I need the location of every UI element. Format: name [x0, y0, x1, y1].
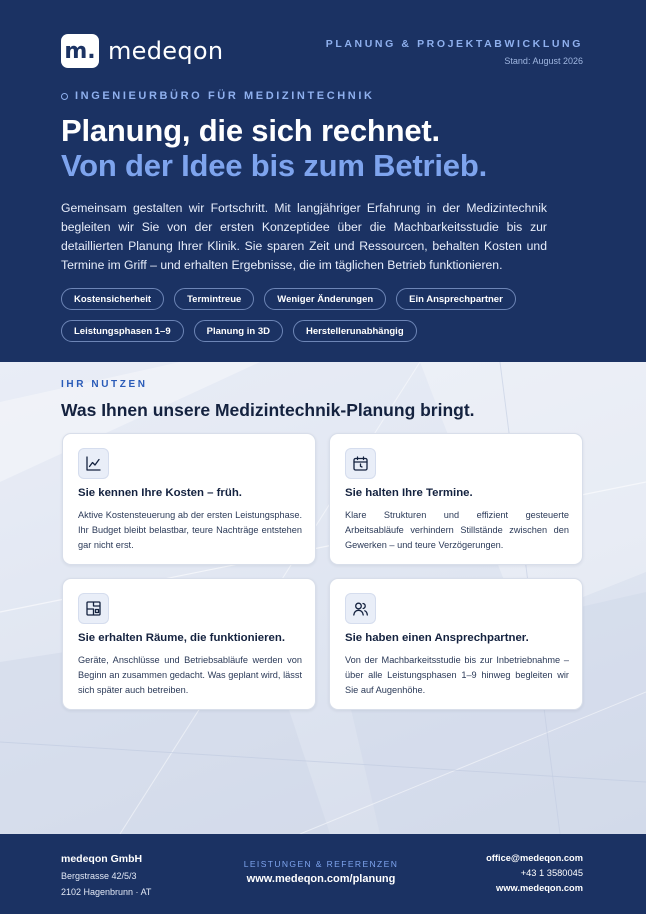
footer-address — [61, 853, 151, 897]
chart-trend-icon — [78, 448, 109, 479]
hero-headline: Planung, die sich rechnet. — [61, 113, 440, 148]
benefit-card-ansprechpartner — [329, 578, 583, 710]
footer-services-link[interactable]: www.medeqon.com/planung — [246, 873, 396, 885]
footer-street: Bergstrasse 42/5/3 — [61, 871, 137, 881]
pill-planung-3d: Planung in 3D — [194, 320, 283, 342]
logo-mark: m. — [61, 34, 99, 68]
users-icon — [345, 593, 376, 624]
benefit-card-kosten — [62, 433, 316, 565]
header-meta — [326, 38, 583, 66]
benefit-card-termine — [329, 433, 583, 565]
benefit-card-text: Von der Machbarkeitsstudie bis zur Inbetriebnahme – über alle Leistungsphasen 1–9 hinweg begleiten wir Sie auf Augenhöhe. — [345, 655, 569, 695]
footer — [0, 834, 646, 914]
benefit-card-title: Sie halten Ihre Termine. — [345, 487, 473, 499]
pill-kostensicherheit: Kostensicherheit — [61, 288, 164, 310]
ring-bullet-icon — [61, 93, 68, 100]
footer-company: medeqon GmbH — [61, 853, 143, 865]
pill-termintreue: Termintreue — [174, 288, 254, 310]
pill-leistungsphasen: Leistungsphasen 1–9 — [61, 320, 184, 342]
benefit-card-title: Sie kennen Ihre Kosten – früh. — [78, 487, 242, 499]
benefit-card-text: Klare Strukturen und effizient gesteuerte Arbeitsabläufe verhindern Stillstände zwischen den Gewerken – und teure Verzögerungen. — [345, 510, 569, 550]
footer-services — [190, 859, 452, 885]
feature-pills — [61, 288, 581, 352]
hero-section — [0, 0, 646, 362]
footer-phone[interactable]: +43 1 3580045 — [520, 868, 583, 878]
calendar-clock-icon — [345, 448, 376, 479]
hero-eyebrow-text: INGENIEURBÜRO FÜR MEDIZINTECHNIK — [75, 90, 375, 102]
pill-ein-ansprechpartner: Ein Ansprechpartner — [396, 288, 516, 310]
benefit-card-title: Sie haben einen Ansprechpartner. — [345, 632, 529, 644]
benefits-eyebrow: IHR NUTZEN — [61, 379, 148, 390]
footer-services-kicker: LEISTUNGEN & REFERENZEN — [243, 859, 399, 869]
brand-logo[interactable] — [61, 34, 223, 68]
footer-website-link[interactable]: www.medeqon.com — [496, 883, 583, 893]
floorplan-icon — [78, 593, 109, 624]
benefit-card-text: Aktive Kostensteuerung ab der ersten Leistungsphase. Ihr Budget bleibt belastbar, teure Nachträge entstehen gar nicht erst. — [78, 510, 302, 550]
hero-intro: Gemeinsam gestalten wir Fortschritt. Mit langjähriger Erfahrung in der Medizintechnik begleiten wir Sie von der ersten Konzeptidee über die Machbarkeitsstudie bis zur detaillierten Planung Ihrer Klinik. Sie sparen Zeit und Ressourcen, behalten Kosten und Termine im Griff – und erhalten Ergebnisse, die im täglichen Betrieb funktionieren. — [61, 201, 547, 272]
footer-contact — [486, 853, 583, 898]
footer-city: 2102 Hagenbrunn · AT — [61, 887, 152, 897]
hero-eyebrow — [61, 90, 375, 102]
header-kicker: PLANUNG & PROJEKTABWICKLUNG — [325, 38, 583, 50]
brand-name: medeqon — [108, 37, 224, 65]
benefits-section — [0, 362, 646, 834]
benefit-card-title: Sie erhalten Räume, die funktionieren. — [78, 632, 285, 644]
benefit-card-text: Geräte, Anschlüsse und Betriebsabläufe werden von Beginn an zusammen gedacht. Was geplant wird, lässt sich später auch betreiben. — [78, 655, 302, 695]
benefit-card-raeume — [62, 578, 316, 710]
benefits-title: Was Ihnen unsere Medizintechnik-Planung bringt. — [61, 400, 475, 420]
hero-subheadline: Von der Idee bis zum Betrieb. — [61, 148, 487, 183]
pill-weniger-aenderungen: Weniger Änderungen — [264, 288, 386, 310]
document-date: Stand: August 2026 — [504, 56, 583, 66]
footer-email-link[interactable]: office@medeqon.com — [486, 853, 583, 863]
pill-herstellerunabhaengig: Herstellerunabhängig — [293, 320, 417, 342]
